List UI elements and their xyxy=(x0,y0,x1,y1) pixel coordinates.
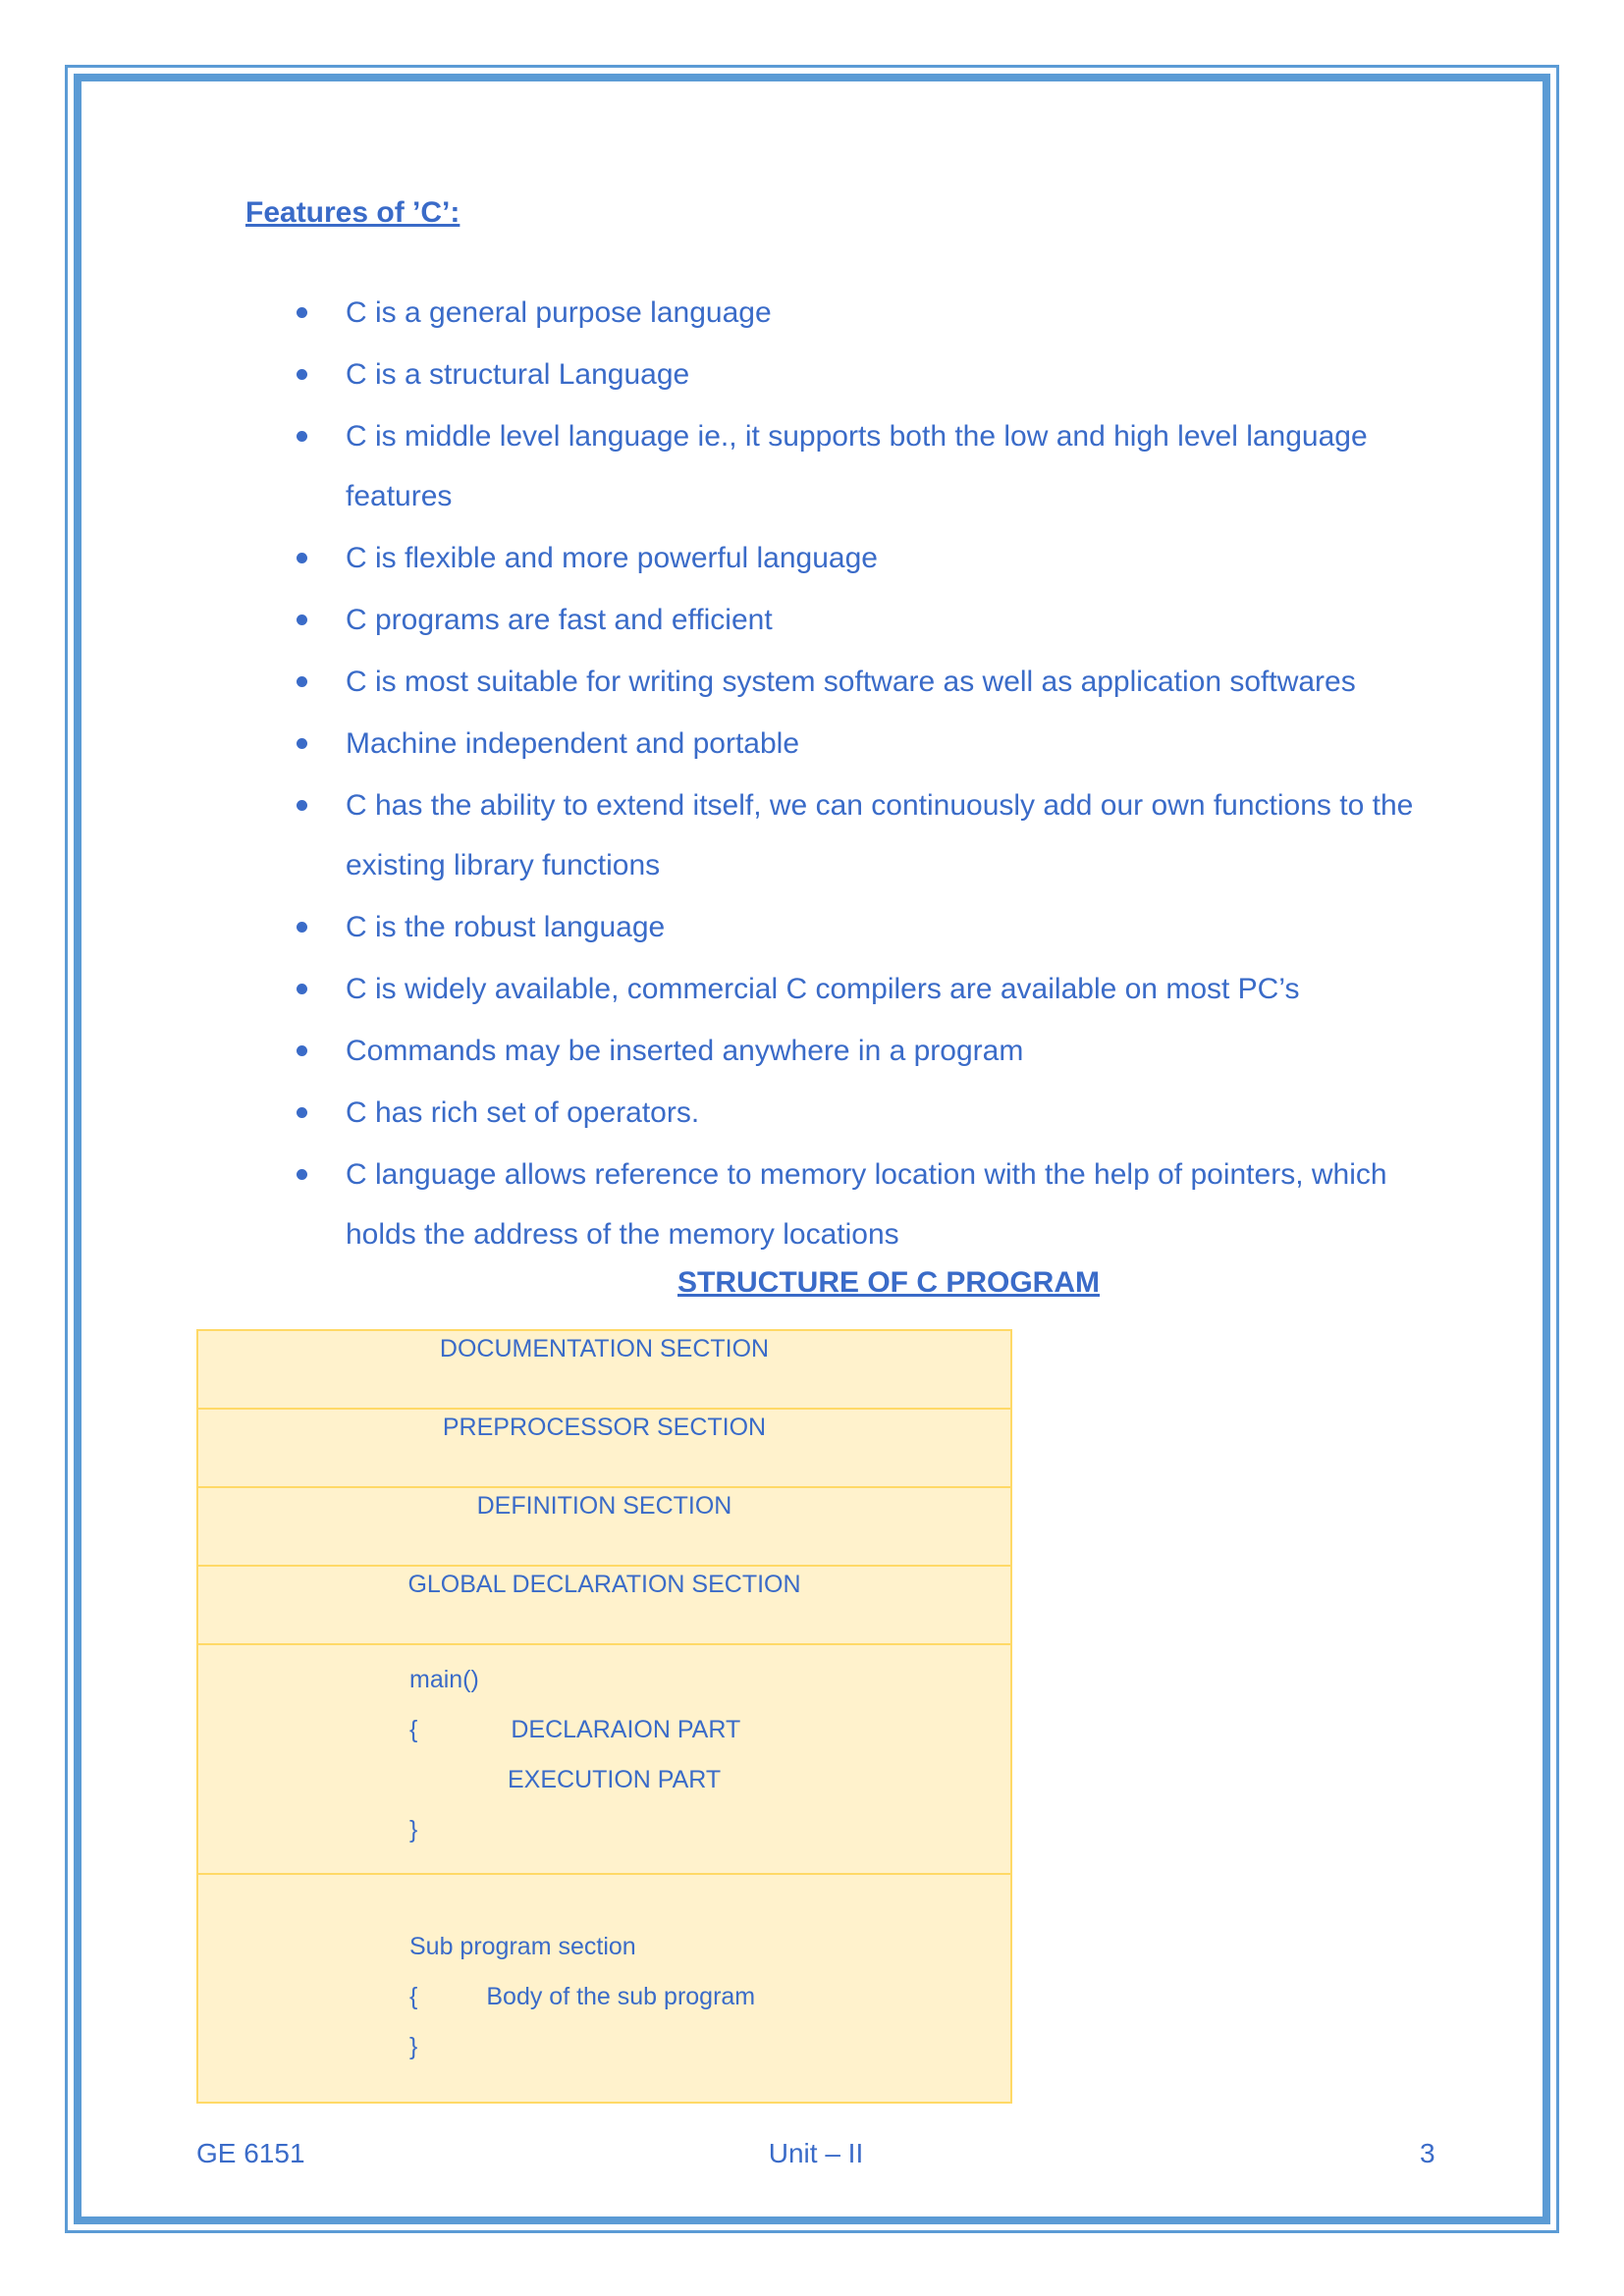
features-list xyxy=(295,283,1443,1266)
sub-program-section xyxy=(198,1875,1010,2102)
list-item: C is the robust language xyxy=(295,897,1443,957)
footer-course-code: GE 6151 xyxy=(196,2138,305,2168)
main-signature: main() xyxy=(409,1666,479,1693)
bullet-icon xyxy=(297,553,307,563)
bullet-icon xyxy=(297,738,307,749)
list-item: C is a structural Language xyxy=(295,345,1443,404)
bullet-icon xyxy=(297,307,307,318)
sub-close-brace: } xyxy=(409,2033,418,2060)
definition-section: DEFINITION SECTION xyxy=(198,1488,1010,1567)
bullet-icon xyxy=(297,1169,307,1180)
sub-program-body: Body of the sub program xyxy=(486,1983,756,2010)
list-item: C language allows reference to memory location with the help of pointers, which holds the address of the memory locations xyxy=(295,1145,1443,1264)
list-item: C has the ability to extend itself, we can continuously add our own functions to the existing library functions xyxy=(295,775,1443,895)
main-execution-line xyxy=(409,1755,1010,1805)
bullet-icon xyxy=(297,431,307,442)
execution-part: EXECUTION PART xyxy=(508,1766,722,1793)
list-item: C is widely available, commercial C compilers are available on most PC’s xyxy=(295,959,1443,1019)
features-heading: Features of ’C’: xyxy=(245,196,460,229)
list-item: C has rich set of operators. xyxy=(295,1083,1443,1143)
declaration-part: DECLARAION PART xyxy=(511,1716,741,1743)
preprocessor-section: PREPROCESSOR SECTION xyxy=(198,1410,1010,1488)
main-close-brace: } xyxy=(409,1816,418,1843)
bullet-icon xyxy=(297,800,307,811)
bullet-icon xyxy=(297,676,307,687)
list-item: C is a general purpose language xyxy=(295,283,1443,343)
bullet-icon xyxy=(297,922,307,933)
main-declaration-line xyxy=(409,1705,1010,1755)
bullet-icon xyxy=(297,1045,307,1056)
list-item: C is most suitable for writing system software as well as application softwares xyxy=(295,652,1443,712)
bullet-icon xyxy=(297,614,307,625)
list-item: Commands may be inserted anywhere in a program xyxy=(295,1021,1443,1081)
structure-title: STRUCTURE OF C PROGRAM xyxy=(677,1266,1100,1299)
list-item: C programs are fast and efficient xyxy=(295,590,1443,650)
list-item: C is middle level language ie., it supports both the low and high level language features xyxy=(295,406,1443,526)
sub-program-title: Sub program section xyxy=(409,1933,636,1960)
documentation-section: DOCUMENTATION SECTION xyxy=(198,1331,1010,1410)
bullet-icon xyxy=(297,984,307,994)
bullet-icon xyxy=(297,1107,307,1118)
bullet-icon xyxy=(297,369,307,380)
main-open-brace: { xyxy=(409,1716,418,1743)
footer-unit: Unit – II xyxy=(768,2138,864,2168)
list-item: Machine independent and portable xyxy=(295,714,1443,774)
sub-program-body-line xyxy=(409,1972,1010,2022)
main-function-section xyxy=(198,1645,1010,1875)
list-item: C is flexible and more powerful language xyxy=(295,528,1443,588)
global-declaration-section: GLOBAL DECLARATION SECTION xyxy=(198,1567,1010,1645)
program-structure-diagram xyxy=(196,1329,1012,2104)
footer-page-number: 3 xyxy=(1420,2138,1435,2168)
sub-open-brace: { xyxy=(409,1983,418,2010)
